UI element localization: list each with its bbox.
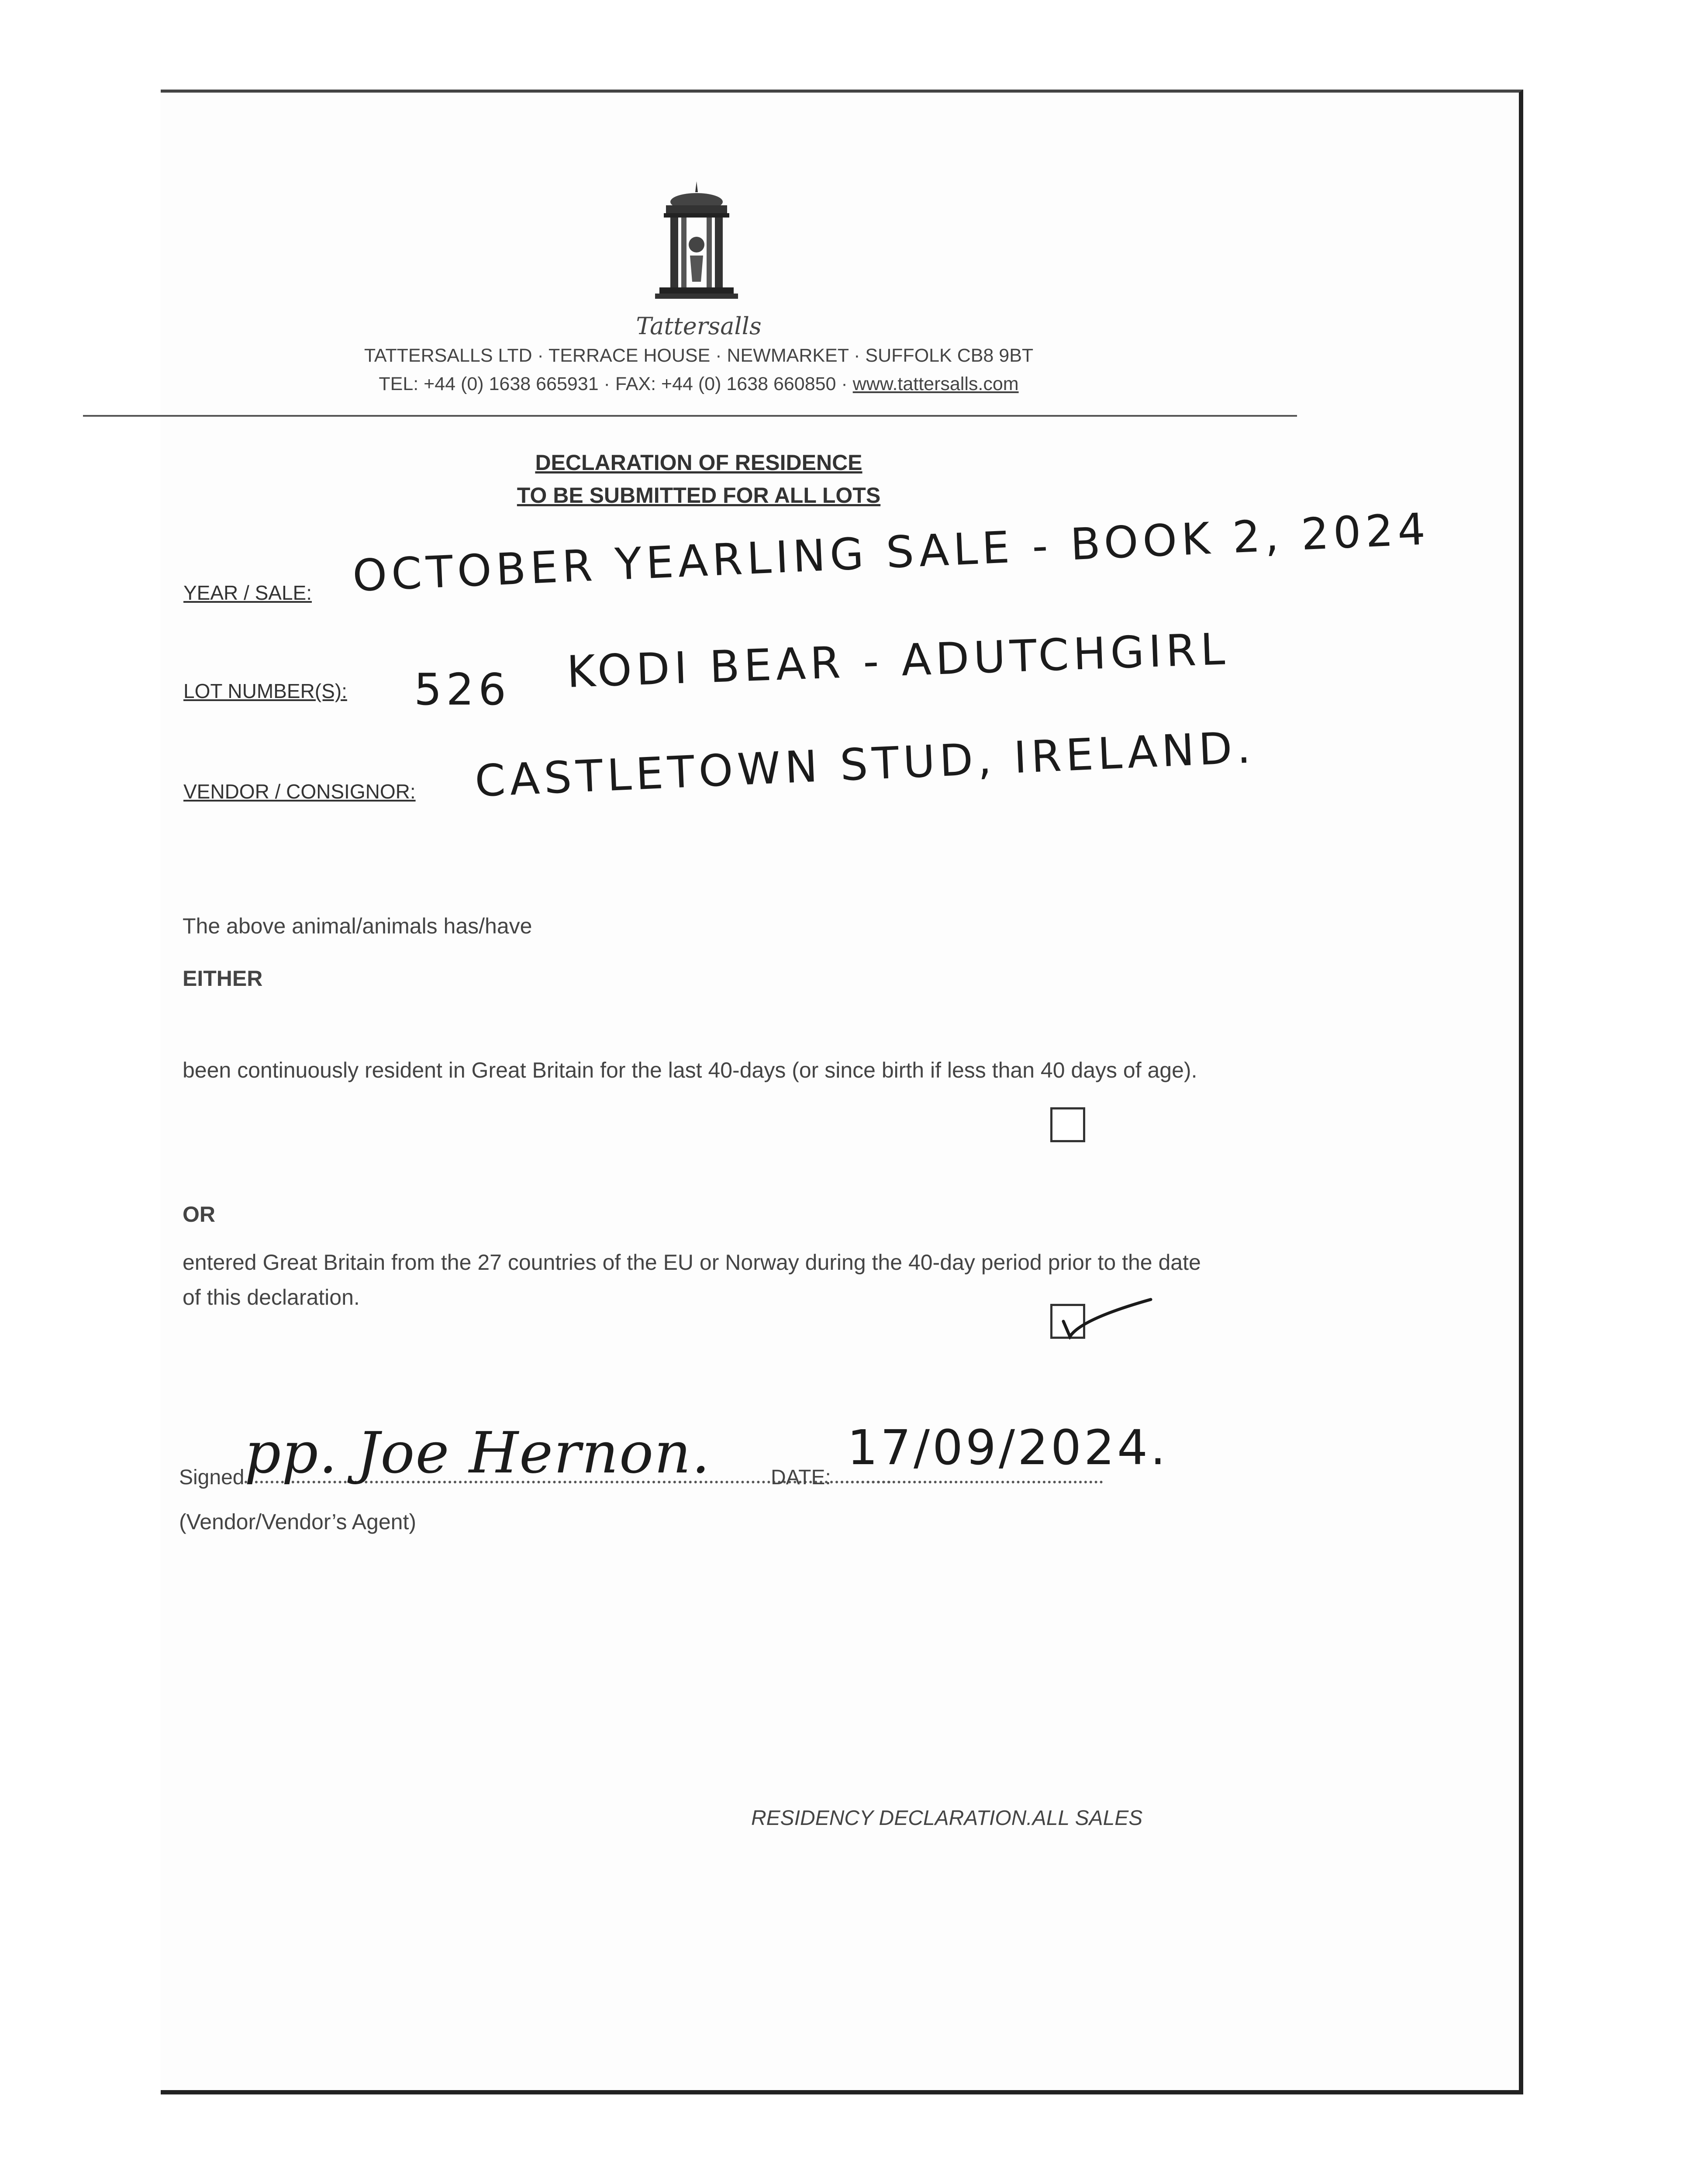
- lot-number-value: 526: [414, 664, 511, 715]
- contact-line: [218, 373, 1179, 395]
- contact-text: TEL: +44 (0) 1638 665931 · FAX: +44 (0) 1638 660850 ·: [379, 373, 853, 394]
- either-label: EITHER: [183, 966, 263, 991]
- form-title: DECLARATION OF RESIDENCE: [535, 450, 862, 475]
- footer-text: RESIDENCY DECLARATION.ALL SALES: [751, 1807, 1143, 1830]
- date-line: [841, 1481, 1103, 1483]
- website-link[interactable]: www.tattersalls.com: [852, 373, 1019, 394]
- checkmark-icon: [1050, 1280, 1155, 1350]
- signature-value: pp. Joe Hernon.: [245, 1420, 711, 1486]
- year-sale-value: OCTOBER YEARLING SALE - BOOK 2, 2024: [351, 503, 1431, 601]
- vendor-value: CASTLETOWN STUD, IRELAND.: [473, 722, 1256, 807]
- option1-text: been continuously resident in Great Britain for the last 40-days (or since birth if less than 40 days of age).: [183, 1058, 1197, 1082]
- vendor-label: VENDOR / CONSIGNOR:: [183, 780, 416, 803]
- agent-label: (Vendor/Vendor’s Agent): [179, 1510, 416, 1534]
- intro-text: The above animal/animals has/have: [183, 914, 532, 938]
- lot-number-label: LOT NUMBER(S):: [183, 680, 347, 702]
- option2-text: entered Great Britain from the 27 countries of the EU or Norway during the 40-day period prior to the date of this declaration.: [183, 1250, 1201, 1310]
- date-label: DATE:: [771, 1466, 831, 1489]
- pavilion-logo-icon: [646, 179, 747, 306]
- or-label: OR: [183, 1202, 215, 1227]
- option1-checkbox[interactable]: [1050, 1107, 1085, 1142]
- signed-label: Signed: [179, 1466, 245, 1489]
- header-divider: [83, 415, 1297, 417]
- date-value: 17/09/2024.: [847, 1420, 1168, 1476]
- brand-name: Tattersalls: [636, 312, 762, 340]
- year-sale-label: YEAR / SALE:: [183, 581, 312, 604]
- address-line: TATTERSALLS LTD · TERRACE HOUSE · NEWMARKET · SUFFOLK CB8 9BT: [364, 345, 1034, 366]
- lot-name-value: KODI BEAR - ADUTCHGIRL: [566, 623, 1230, 698]
- form-subtitle: TO BE SUBMITTED FOR ALL LOTS: [517, 483, 881, 508]
